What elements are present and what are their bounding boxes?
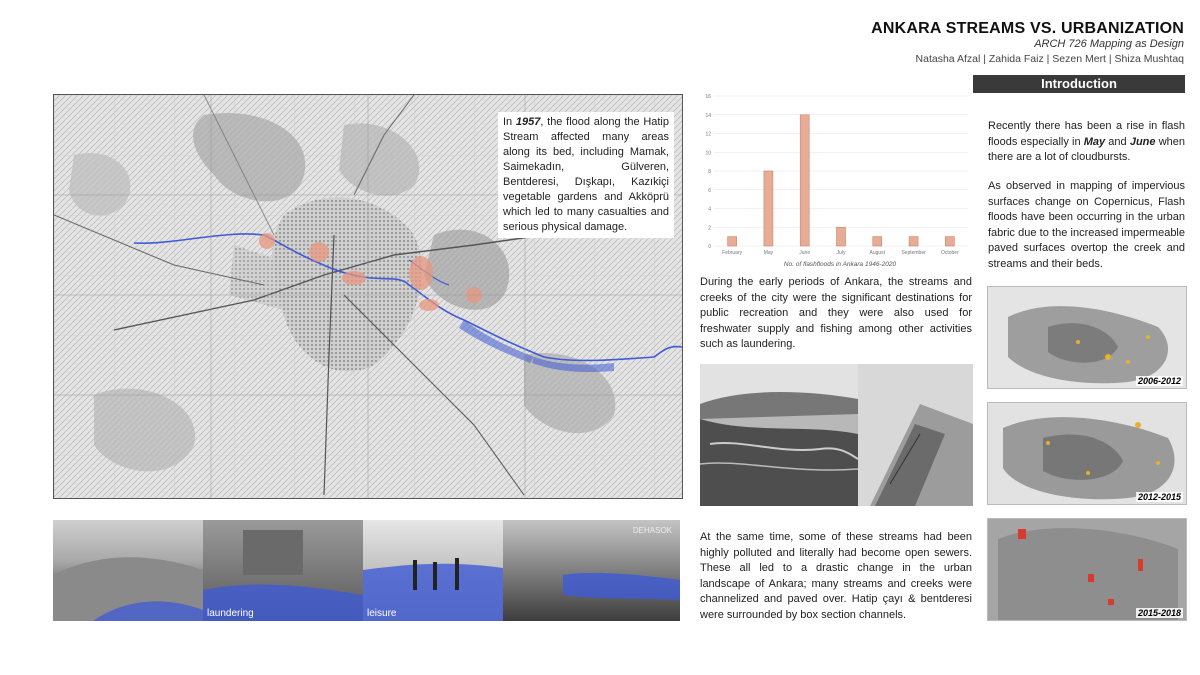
impervious-map-2006-2012-drawing (988, 287, 1186, 388)
photo-leisure-drawing (363, 520, 503, 621)
chart-x-tick-label: June (799, 250, 811, 256)
chart-bar (909, 237, 918, 246)
photo-label-laundering: laundering (207, 608, 254, 619)
p3-pre: Recently there has been a rise in flash floods especially in (988, 120, 1185, 148)
photo-stream-crowd-drawing (503, 520, 680, 621)
chart-bar (728, 237, 737, 246)
section-heading-bar: Introduction (973, 75, 1185, 93)
chart-x-tick-label: May (763, 250, 774, 256)
chart-y-tick-label: 16 (705, 94, 711, 100)
chart-bar (764, 171, 773, 246)
chart-caption: No. of flashfloods in Ankara 1946-2020 (783, 261, 897, 268)
paragraph-flash-floods (988, 119, 1185, 166)
course-subtitle: ARCH 726 Mapping as Design (1034, 38, 1184, 50)
chart-bar (873, 237, 882, 246)
paragraph-early-periods: During the early periods of Ankara, the streams and creeks of the city were the significant destinations for public recreation and they were also used for freshwater supply and fishing among other activities such as laundering. (700, 276, 972, 350)
map-caption-pre: In (503, 116, 516, 128)
impervious-map-label-2015-2018: 2015-2018 (1137, 608, 1181, 618)
chart-x-tick-label: February (722, 250, 743, 256)
chart-y-tick-label: 10 (705, 150, 711, 157)
photo-hillside (53, 520, 203, 621)
chart-x-tick-label: August (869, 250, 886, 256)
chart-bar (837, 227, 846, 246)
p3-june: June (1129, 135, 1156, 148)
chart-y-tick-label: 2 (708, 225, 711, 232)
p3-post: when there are a lot of cloudbursts. (988, 135, 1185, 163)
photo-hillside-drawing (53, 520, 203, 621)
photo-laundering (203, 520, 363, 621)
chart-y-tick-label: 6 (708, 187, 711, 194)
impervious-map-2006-2012 (987, 286, 1187, 389)
impervious-map-2012-2015 (987, 402, 1187, 505)
page-title: ANKARA STREAMS VS. URBANIZATION (871, 20, 1184, 37)
impervious-map-2012-2015-drawing (988, 403, 1186, 504)
chart-y-tick-label: 12 (705, 131, 711, 138)
chart-y-tick-label: 8 (708, 169, 711, 175)
map-caption (498, 112, 674, 238)
historic-stream-photos-drawing (700, 364, 973, 506)
chart-bar (945, 237, 954, 246)
photo-laundering-drawing (203, 520, 363, 621)
photo-leisure (363, 520, 503, 621)
photo-watermark: DEHASOK (632, 526, 672, 535)
photo-label-leisure: leisure (367, 608, 397, 619)
authors-line: Natasha Afzal | Zahida Faiz | Sezen Mert | Shiza Mushtaq (915, 53, 1184, 65)
chart-x-tick-label: September (901, 250, 926, 256)
impervious-map-2015-2018-drawing (988, 519, 1186, 620)
impervious-map-2015-2018 (987, 518, 1187, 621)
chart-y-tick-label: 14 (705, 112, 711, 119)
chart-x-tick-label: October (940, 250, 959, 256)
chart-y-tick-labels (705, 94, 711, 250)
impervious-map-label-2012-2015: 2012-2015 (1137, 492, 1181, 502)
paragraph-copernicus: As observed in mapping of impervious surfaces change on Copernicus, Flash floods have been occurring in the urban fabric due to the increased impermeable paved surfaces overtop the creek and streams and their beds. (988, 180, 1185, 270)
historic-stream-photos (700, 364, 973, 506)
p3-mid: and (1105, 135, 1130, 148)
chart-x-tick-label: July (836, 250, 846, 256)
chart-gridlines (714, 96, 968, 246)
chart-y-tick-label: 4 (708, 206, 711, 213)
chart-y-tick-label: 0 (708, 244, 711, 250)
p3-may: May (1083, 135, 1106, 148)
paragraph-pollution: At the same time, some of these streams had been highly polluted and literally had become open sewers. These all led to a drastic change in the urban landscape of Ankara; many streams and creeks were channelized and paved over. Hatip çayı & bentderesi were surrounded by box section channels. (700, 531, 972, 621)
map-caption-body: , the flood along the Hatip Stream affected many areas along its bed, including Mamak, Saimekadın, Gülveren, Bentderesi, Dışkapı, Kazıkiçi vegetable gardens and Akköprü which led to many casualties and serious physical damage. (503, 116, 669, 233)
historic-photo-strip (53, 520, 680, 621)
chart-bars (728, 115, 955, 246)
photo-stream-crowd (503, 520, 680, 621)
chart-bar (800, 115, 809, 246)
impervious-map-label-2006-2012: 2006-2012 (1137, 376, 1181, 386)
flashflood-bar-chart (700, 90, 972, 268)
chart-x-tick-labels (722, 250, 959, 256)
map-caption-year: 1957 (515, 116, 541, 128)
